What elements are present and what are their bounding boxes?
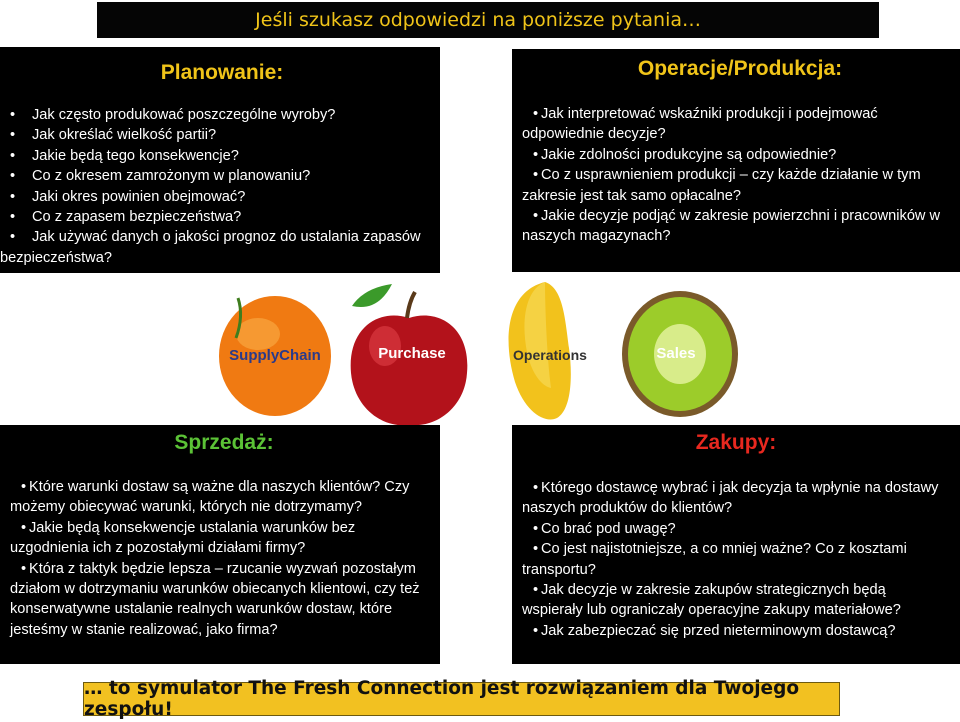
- list-item-text: • Która z taktyk będzie lepsza – rzucanie wyzwań pozostałym działom w dotrzymaniu warunków obiecanych klientowi, czy też konserwatywne ustalanie realnych warunków dostaw, które jesteśmy w stanie realizować, jako firma?: [10, 561, 420, 638]
- planning-panel: [0, 47, 440, 273]
- list-item-text: • Jaki okres powinien obejmować?: [0, 189, 245, 205]
- list-item-text: • Co z zapasem bezpieczeństwa?: [0, 209, 241, 225]
- footer-banner: [83, 678, 840, 720]
- list-item: [522, 206, 952, 247]
- list-item: [0, 146, 432, 166]
- planning-title: Planowanie:: [160, 61, 284, 84]
- list-item-text: • Jakie decyzje podjąć w zakresie powierzchni i pracowników w naszych magazynach?: [522, 208, 940, 244]
- list-item: [522, 165, 952, 206]
- list-item: [0, 125, 432, 145]
- list-item: [522, 580, 948, 621]
- list-item-text: • Które warunki dostaw są ważne dla naszych klientów? Czy możemy obiecywać warunki, których nie dotrzymamy?: [10, 479, 409, 515]
- list-item-text: • Którego dostawcę wybrać i jak decyzja ta wpłynie na dostawy naszych produktów do klientów?: [522, 480, 938, 516]
- list-item: [10, 559, 428, 641]
- list-item: [522, 104, 952, 145]
- list-item-text: • Co z usprawnieniem produkcji – czy każde działanie w tym zakresie jest tak samo opłacalne?: [522, 167, 921, 203]
- list-item-text: • Jak decyzje w zakresie zakupów strategicznych będą wspierały lub ograniczały operacyjne zakupy materiałowe?: [522, 582, 901, 618]
- list-item: [0, 207, 432, 227]
- operations-list: [512, 104, 960, 247]
- list-item: [522, 519, 948, 539]
- list-item: [0, 166, 432, 186]
- kiwi-label: Sales: [656, 345, 696, 362]
- apple-stem: [407, 292, 415, 318]
- mango-label: Operations: [513, 347, 587, 363]
- sales-panel: [0, 425, 440, 664]
- list-item-text: • Jak zabezpieczać się przed nieterminowym dostawcą?: [522, 623, 895, 639]
- purchasing-list: [512, 478, 960, 641]
- list-item-text: • Jak często produkować poszczególne wyroby?: [0, 107, 335, 123]
- fruits-illustration: [200, 276, 760, 426]
- list-item-text: • Co z okresem zamrożonym w planowaniu?: [0, 168, 310, 184]
- list-item: [522, 621, 948, 641]
- kiwi-fruit: [622, 291, 738, 417]
- list-item: [10, 518, 428, 559]
- list-item: [522, 539, 948, 580]
- header-banner: [97, 2, 879, 38]
- sales-list: [0, 477, 440, 640]
- footer-text: … to symulator The Fresh Connection jest rozwiązaniem dla Twojego zespołu!: [84, 678, 800, 720]
- list-item-text: • Jak używać danych o jakości prognoz do ustalania zapasów bezpieczeństwa?: [0, 229, 421, 265]
- operations-title: Operacje/Produkcja:: [637, 57, 843, 80]
- planning-list: [0, 105, 440, 268]
- list-item-text: • Co jest najistotniejsze, a co mniej ważne? Co z kosztami transportu?: [522, 541, 907, 577]
- list-item-text: • Jak określać wielkość partii?: [0, 127, 216, 143]
- list-item-text: • Jakie zdolności produkcyjne są odpowiednie?: [522, 147, 836, 163]
- list-item-text: • Co brać pod uwagę?: [522, 521, 676, 537]
- list-item: [0, 187, 432, 207]
- sales-title: Sprzedaż:: [174, 431, 274, 454]
- apple-fruit: [351, 284, 468, 425]
- list-item: [522, 478, 948, 519]
- list-item: [522, 145, 952, 165]
- operations-panel: [512, 49, 960, 272]
- list-item-text: • Jakie będą konsekwencje ustalania warunków bez uzgodnienia ich z pozostałymi działami firmy?: [10, 520, 355, 556]
- list-item-text: • Jakie będą tego konsekwencje?: [0, 148, 239, 164]
- apple-leaf: [352, 284, 392, 307]
- purchasing-panel: [512, 425, 960, 664]
- list-item: [0, 105, 432, 125]
- list-item: [10, 477, 428, 518]
- apple-label: Purchase: [378, 345, 446, 362]
- orange-fruit: [219, 296, 331, 416]
- list-item: [0, 227, 432, 268]
- list-item-text: • Jak interpretować wskaźniki produkcji i podejmować odpowiednie decyzje?: [522, 106, 878, 142]
- banner-text: Jeśli szukasz odpowiedzi na poniższe pytania…: [255, 9, 701, 31]
- purchasing-title: Zakupy:: [695, 431, 777, 454]
- orange-label: SupplyChain: [229, 347, 321, 364]
- mango-fruit: [509, 282, 588, 420]
